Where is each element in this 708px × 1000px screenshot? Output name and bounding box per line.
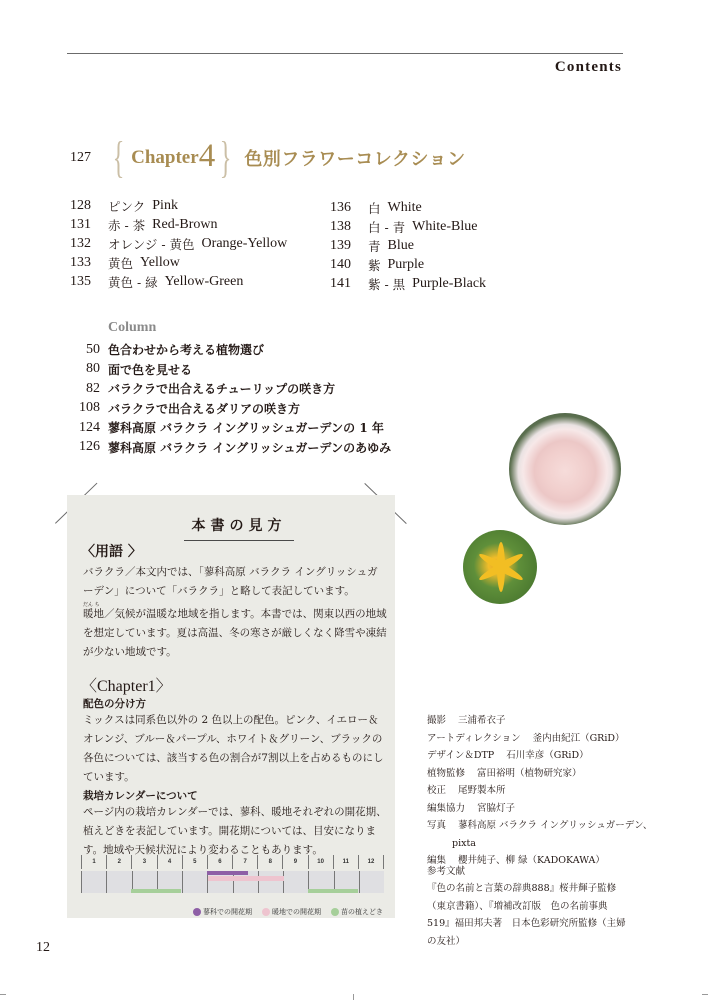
crop-mark <box>353 994 354 1000</box>
credit-line <box>427 835 652 853</box>
toc-page: 140 <box>330 256 351 272</box>
toc-page: 136 <box>330 199 351 215</box>
toc-entry[interactable] <box>330 217 486 236</box>
credit-line <box>427 712 652 730</box>
toc-page: 141 <box>330 275 351 291</box>
toc-entry[interactable] <box>70 234 287 253</box>
column-page: 108 <box>79 400 100 416</box>
credit-line <box>427 800 652 818</box>
calendar-legend <box>193 907 383 917</box>
column-entry[interactable] <box>70 399 391 419</box>
toc-jp: 赤 - 茶 <box>108 217 146 233</box>
toc-jp: 黄色 <box>108 255 134 271</box>
chapter-page-number: 127 <box>70 150 91 165</box>
toc-page: 132 <box>70 235 91 251</box>
month-label: 7 <box>232 855 257 869</box>
references-text: 『色の名前と言葉の辞典888』桜井輝子監修（東京書籍）、『増補改訂版 色の名前事典519』福田邦夫著 日本色彩研究所監修（主婦の友社） <box>427 883 626 947</box>
toc-en: Purple-Black <box>412 275 487 291</box>
month-label: 1 <box>81 855 106 869</box>
legend-item <box>331 907 383 917</box>
toc-en: Blue <box>387 237 414 253</box>
toc-page: 135 <box>70 273 91 289</box>
toc-en: Orange-Yellow <box>201 235 288 251</box>
toc-entry[interactable] <box>70 272 287 291</box>
calendar-text: ページ内の栽培カレンダーでは、蓼科、暖地それぞれの開花期、植えどきを表記しています。開花期については、目安になります。地域や天候状況により変わることもあります。 <box>83 806 387 856</box>
column-entry[interactable] <box>70 379 391 399</box>
column-title: バラクラで出合えるダリアの咲き方 <box>108 401 301 416</box>
pink-rose-photo <box>509 413 621 525</box>
credit-name: 三浦希衣子 <box>458 715 506 726</box>
column-entry[interactable] <box>70 438 391 458</box>
toc-entry[interactable] <box>70 253 287 272</box>
toc-entry[interactable] <box>70 215 287 234</box>
toc-jp: 白 <box>368 200 381 216</box>
toc-en: Yellow <box>140 254 180 270</box>
toc-jp: 白 - 青 <box>368 219 406 235</box>
purple-dot-icon <box>193 908 201 916</box>
column-page: 126 <box>79 439 100 455</box>
toc-en: Pink <box>152 197 178 213</box>
credits-list <box>427 712 652 870</box>
chapter-label: Chapter <box>131 147 199 168</box>
toc-en: Purple <box>387 256 425 272</box>
crop-mark <box>0 994 6 995</box>
credit-role: 校正 <box>427 785 447 796</box>
column-title: 蓼科高原 バラクラ イングリッシュガーデンの 1 年 <box>108 421 384 436</box>
toc-entry[interactable] <box>330 255 486 274</box>
month-cell <box>81 871 106 893</box>
credit-name: 櫻井純子、柳 緑（KADOKAWA） <box>458 855 605 866</box>
month-label: 8 <box>257 855 282 869</box>
column-title: バラクラで出合えるチューリップの咲き方 <box>108 382 336 397</box>
credit-role: デザイン＆DTP <box>427 750 495 761</box>
month-label: 3 <box>131 855 156 869</box>
cultivation-calendar <box>81 855 384 893</box>
column-title: 蓼科高原 バラクラ イングリッシュガーデンのあゆみ <box>108 440 392 455</box>
legend-item <box>193 907 252 917</box>
month-label: 11 <box>333 855 358 869</box>
credit-name: 宮脇灯子 <box>477 802 516 814</box>
column-title: 色合わせから考える植物選び <box>108 343 265 358</box>
month-label: 5 <box>182 855 207 869</box>
planting-bar <box>308 889 358 893</box>
chapter-number: 4 <box>198 137 216 174</box>
crop-mark <box>702 994 708 995</box>
credit-name: 石川幸彦（GRiD） <box>506 750 589 761</box>
credit-line <box>427 730 652 748</box>
running-head: Contents <box>554 59 622 75</box>
credit-line <box>427 782 652 800</box>
terms-text-warm-region: 暖地／気候が温暖な地域を指します。本書では、関東以西の地域を想定しています。夏は高温、冬の寒さが厳しくなく降雪や凍結が少ない地域です。 <box>83 608 387 658</box>
toc-page: 131 <box>70 216 91 232</box>
terms-text-barakura: バラクラ／本文内では、「蓼科高原 バラクラ イングリッシュガーデン」について「バラクラ」と略して表記しています。 <box>83 566 378 597</box>
toc-page: 139 <box>330 237 351 253</box>
column-heading: Column <box>108 320 157 335</box>
column-page: 80 <box>86 361 100 377</box>
toc-en: Red-Brown <box>152 216 218 232</box>
column-entry[interactable] <box>70 360 391 380</box>
toc-jp: 青 <box>368 238 381 254</box>
credit-name: pixta <box>452 837 476 849</box>
chapter-heading <box>70 134 466 182</box>
toc-entry[interactable] <box>70 196 287 215</box>
top-rule <box>67 53 623 54</box>
left-brace-ornament: { <box>112 133 125 182</box>
credit-name: 釜内由紀江（GRiD） <box>532 732 625 744</box>
calendar-heading: 栽培カレンダーについて <box>83 790 198 802</box>
credit-role: 編集 <box>427 855 447 866</box>
column-page: 124 <box>79 419 100 435</box>
references-heading: 参考文献 <box>427 866 466 877</box>
month-label: 6 <box>207 855 232 869</box>
toc-jp: 紫 - 黒 <box>368 276 406 292</box>
color-sections-right <box>330 198 486 293</box>
month-label: 12 <box>358 855 384 869</box>
month-cell <box>106 871 131 893</box>
column-entry[interactable] <box>70 418 391 438</box>
month-label: 9 <box>282 855 307 869</box>
legend-item <box>262 907 321 917</box>
column-page: 50 <box>86 341 100 357</box>
pink-dot-icon <box>262 908 270 916</box>
toc-entry[interactable] <box>330 274 486 293</box>
column-title: 面で色を見せる <box>108 362 193 377</box>
how-to-read-panel <box>67 495 395 918</box>
toc-page: 128 <box>70 197 91 213</box>
color-split-heading: 配色の分け方 <box>83 698 146 710</box>
toc-jp: 黄色 - 緑 <box>108 274 158 290</box>
warm-region-bloom-bar <box>208 876 284 881</box>
panel-title: 本書の見方 <box>184 515 294 541</box>
credit-role: 写真 <box>427 820 447 831</box>
yellow-lily-photo <box>463 530 537 604</box>
credit-name: 蓼科高原 バラクラ イングリッシュガーデン、 <box>458 820 653 831</box>
credit-role: アートディレクション <box>427 732 521 744</box>
toc-jp: オレンジ - 黄色 <box>108 236 195 252</box>
chapter1-heading: 〈Chapter1〉 <box>81 678 172 695</box>
toc-jp: 紫 <box>368 257 381 273</box>
calendar-months <box>81 855 384 869</box>
color-split-text: ミックスは同系色以外の 2 色以上の配色。ピンク、イエロー＆オレンジ、ブルー＆パープル、ホワイト＆グリーン、ブラックの各色については、該当する色の割合が7割以上を占めるものにしています。 <box>83 714 384 783</box>
credit-line <box>427 765 652 783</box>
credit-role: 撮影 <box>427 715 447 726</box>
toc-entry[interactable] <box>330 236 486 255</box>
column-entry[interactable] <box>70 340 391 360</box>
legend-label: 暖地での開花期 <box>272 908 321 916</box>
column-list <box>70 340 391 457</box>
toc-en: White <box>387 199 422 215</box>
month-cell <box>258 871 283 893</box>
toc-jp: ピンク <box>108 198 146 214</box>
credit-line <box>427 817 652 835</box>
month-label: 4 <box>157 855 182 869</box>
credit-role: 編集協力 <box>427 802 466 814</box>
terms-heading: 〈用語 〉 <box>81 544 142 560</box>
toc-page: 138 <box>330 218 351 234</box>
right-brace-ornament: } <box>219 133 232 182</box>
toc-page: 133 <box>70 254 91 270</box>
page-number: 12 <box>36 940 50 955</box>
credit-name: 尾野製本所 <box>458 785 506 796</box>
column-page: 82 <box>86 380 100 396</box>
toc-en: Yellow-Green <box>164 273 244 289</box>
legend-label: 苗の植えどき <box>341 908 383 916</box>
credit-line <box>427 747 652 765</box>
month-label: 10 <box>308 855 333 869</box>
toc-en: White-Blue <box>412 218 478 234</box>
terms-ruby: だん ち <box>83 602 100 608</box>
legend-label: 蓼科での開花期 <box>203 908 252 916</box>
planting-bar <box>131 889 181 893</box>
tateshina-bloom-bar <box>207 871 248 875</box>
chapter-title: 色別フラワーコレクション <box>244 149 466 170</box>
calendar-bar <box>81 871 384 893</box>
month-label: 2 <box>106 855 131 869</box>
color-sections-left <box>70 196 287 291</box>
credit-name: 富田裕明（植物研究家） <box>477 767 582 779</box>
month-cell <box>359 871 384 893</box>
month-cell <box>182 871 207 893</box>
month-cell <box>283 871 308 893</box>
green-dot-icon <box>331 908 339 916</box>
toc-entry[interactable] <box>330 198 486 217</box>
credit-role: 植物監修 <box>427 767 466 779</box>
